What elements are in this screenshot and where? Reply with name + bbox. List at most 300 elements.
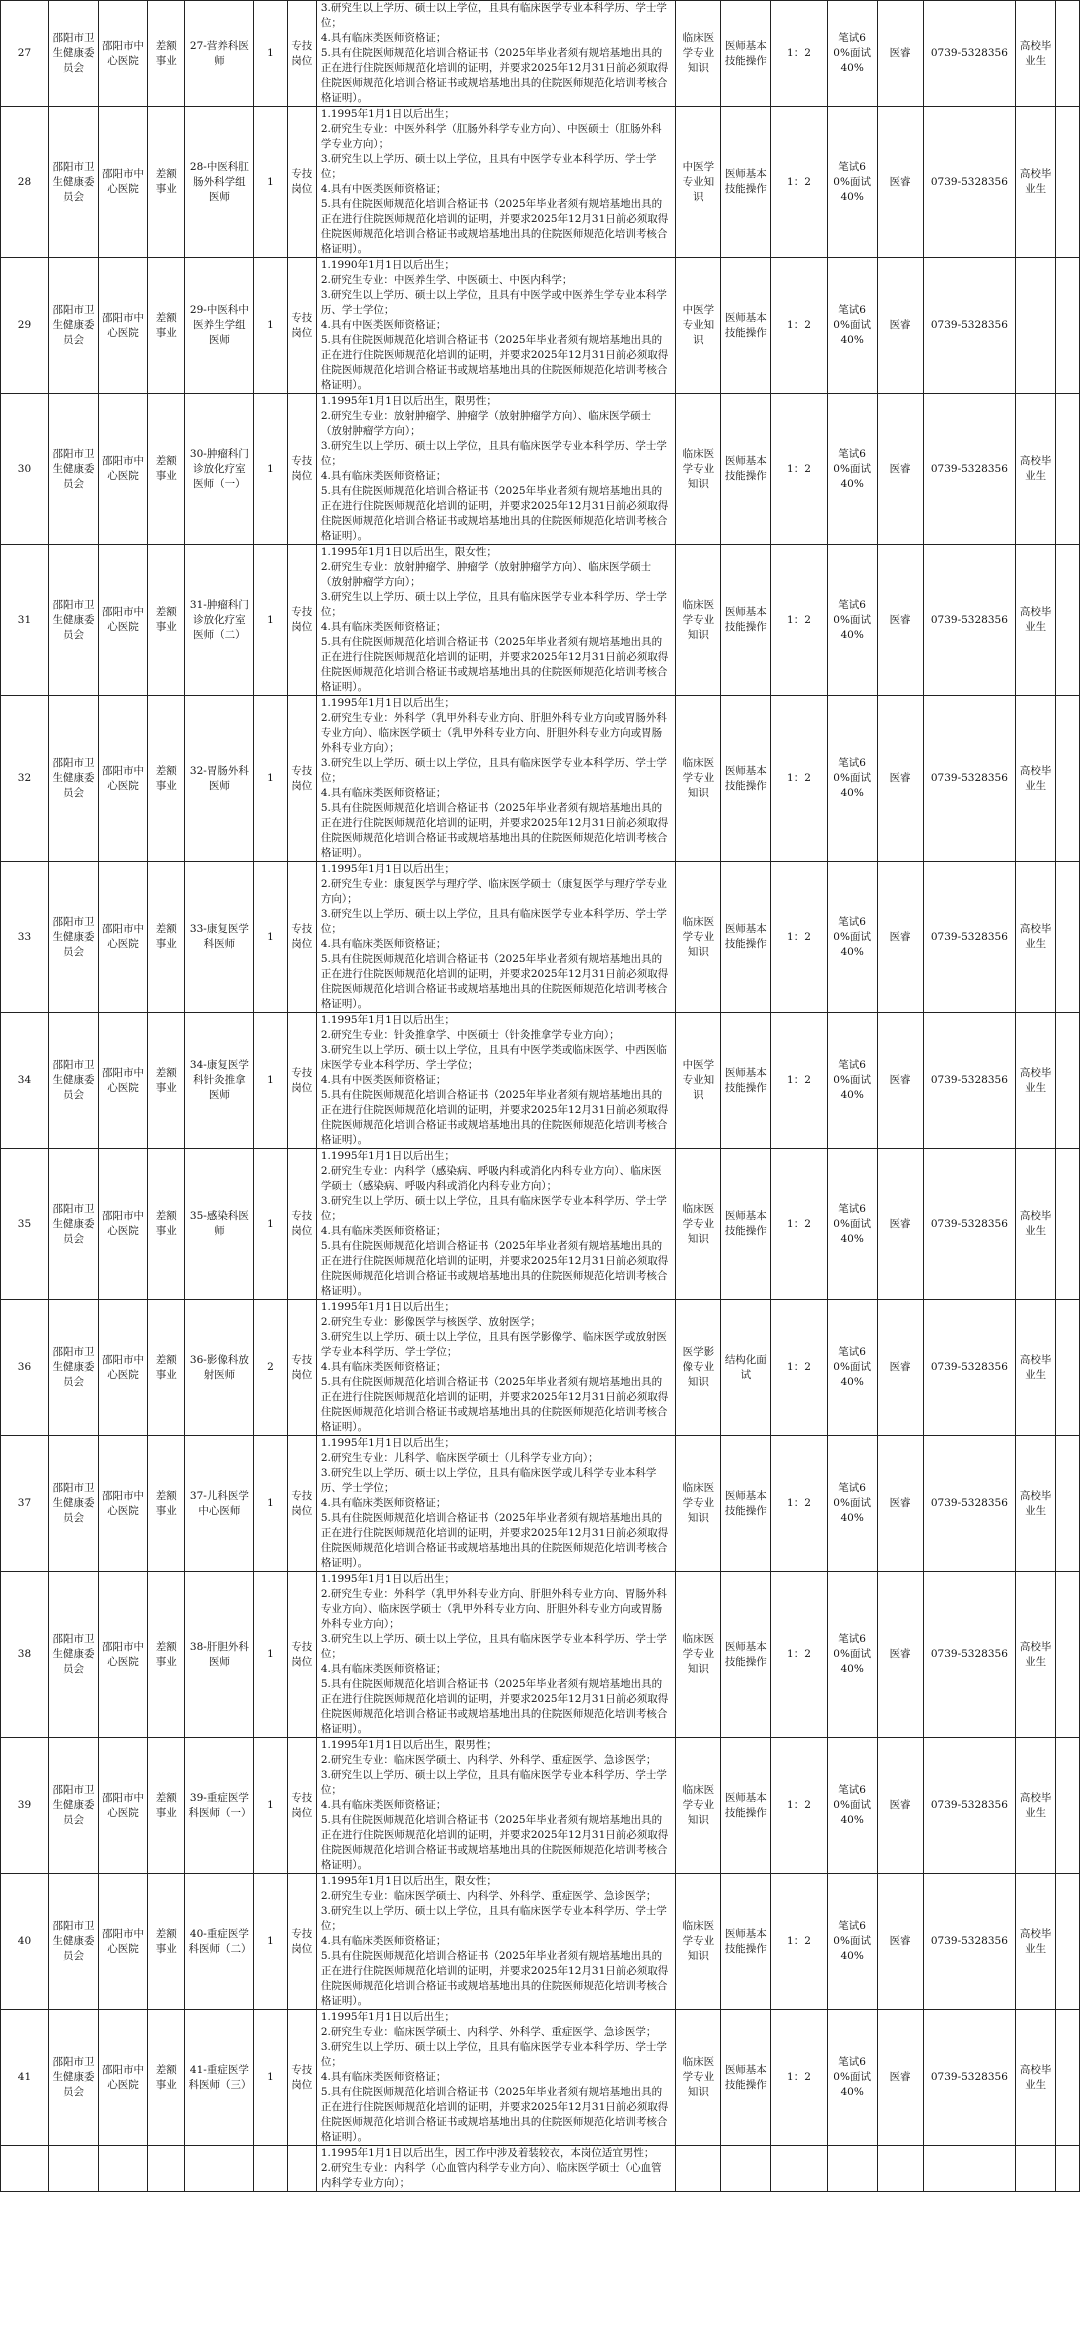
phone-cell: 0739-5328356 [923,545,1016,696]
post-cell: 36-影像科放射医师 [185,1300,254,1436]
subject-cell: 临床医学专业知识 [676,862,721,1013]
no-cell: 41 [1,2010,49,2146]
phone-cell: 0739-5328356 [923,107,1016,258]
count-cell: 1 [254,862,287,1013]
ratio-cell: 1：2 [771,1149,827,1300]
dept-cell: 邵阳市卫生健康委员会 [48,1300,98,1436]
empty-cell [1055,1013,1079,1149]
place-cell: 医睿 [877,1149,923,1300]
category-cell: 专技岗位 [287,1436,316,1572]
empty-cell [1055,1149,1079,1300]
count-cell: 1 [254,1572,287,1738]
dept-cell: 邵阳市卫生健康委员会 [48,1149,98,1300]
requirement-line: 3.研究生以上学历、硕士以上学位，且具有临床医学专业本科学历、学士学位； [320,1195,667,1222]
phone-cell: 0739-5328356 [923,696,1016,862]
type-cell: 差额事业 [147,1149,185,1300]
subject-cell: 中医学专业知识 [676,1013,721,1149]
skill-cell: 结构化面试 [721,1300,771,1436]
requirements-cell [316,394,676,545]
unit-cell: 邵阳市中心医院 [98,1013,147,1149]
ratio-cell: 1：2 [771,1874,827,2010]
requirement-line: 4.具有临床类医师资格证； [320,1935,447,1947]
place-cell: 医睿 [877,394,923,545]
type-cell: 差额事业 [147,862,185,1013]
no-cell: 37 [1,1436,49,1572]
requirement-line: 1.1995年1月1日以后出生； [320,1301,455,1313]
requirements-cell [316,107,676,258]
requirement-line: 4.具有临床类医师资格证； [320,1663,447,1675]
requirement-line: 5.具有住院医师规范化培训合格证书（2025年毕业者须有规培基地出具的正在进行住院医师规范化培训的证明，并要求2025年12月31日前必须取得住院医师规范化培训合格证书或规培基地出具的住院医师规范化培训考核合格证明）。 [320,953,669,1010]
table-row [1,862,1080,1013]
requirement-line: 3.研究生以上学历、硕士以上学位，且具有临床医学专业本科学历、学士学位； [320,1769,667,1796]
category-cell: 专技岗位 [287,2010,316,2146]
dept-cell: 邵阳市卫生健康委员会 [48,1436,98,1572]
note-cell: 高校毕业生 [1016,1874,1056,2010]
category-cell: 专技岗位 [287,1013,316,1149]
dept-cell: 邵阳市卫生健康委员会 [48,1,98,107]
post-cell: 33-康复医学科医师 [185,862,254,1013]
dept-cell: 邵阳市卫生健康委员会 [48,258,98,394]
no-cell: 30 [1,394,49,545]
unit-cell: 邵阳市中心医院 [98,1,147,107]
empty-cell [1055,696,1079,862]
type-cell: 差额事业 [147,1013,185,1149]
empty-cell [1055,2010,1079,2146]
table-row [1,1013,1080,1149]
skill-cell: 医师基本技能操作 [721,696,771,862]
requirements-cell [316,1738,676,1874]
requirement-line: 1.1995年1月1日以后出生； [320,697,455,709]
dept-cell: 邵阳市卫生健康委员会 [48,1572,98,1738]
requirement-line: 2.研究生专业：针灸推拿学、中医硕士（针灸推拿学专业方向）； [320,1029,620,1041]
count-cell: 2 [254,1300,287,1436]
table-row [1,1149,1080,1300]
unit-cell: 邵阳市中心医院 [98,1874,147,2010]
phone-cell: 0739-5328356 [923,1436,1016,1572]
subject-cell: 临床医学专业知识 [676,1149,721,1300]
unit-cell: 邵阳市中心医院 [98,1300,147,1436]
requirement-line: 5.具有住院医师规范化培训合格证书（2025年毕业者须有规培基地出具的正在进行住院医师规范化培训的证明，并要求2025年12月31日前必须取得住院医师规范化培训合格证书或规培基地出具的住院医师规范化培训考核合格证明）。 [320,334,669,391]
requirement-line: 4.具有临床类医师资格证； [320,32,447,44]
requirement-line: 4.具有临床类医师资格证； [320,1361,447,1373]
dept-cell [48,2146,98,2192]
table-body [1,1,1080,2192]
requirements-cell [316,696,676,862]
requirement-line: 2.研究生专业：康复医学与理疗学、临床医学硕士（康复医学与理疗学专业方向）； [320,878,667,905]
requirement-line: 5.具有住院医师规范化培训合格证书（2025年毕业者须有规培基地出具的正在进行住院医师规范化培训的证明，并要求2025年12月31日前必须取得住院医师规范化培训合格证书或规培基地出具的住院医师规范化培训考核合格证明）。 [320,1678,669,1735]
table-row [1,394,1080,545]
empty-cell [1055,1874,1079,2010]
subject-cell: 临床医学专业知识 [676,1436,721,1572]
count-cell: 1 [254,394,287,545]
table-row [1,1738,1080,1874]
phone-cell: 0739-5328356 [923,1738,1016,1874]
ratio-cell: 1：2 [771,258,827,394]
skill-cell: 医师基本技能操作 [721,1874,771,2010]
requirement-line: 5.具有住院医师规范化培训合格证书（2025年毕业者须有规培基地出具的正在进行住院医师规范化培训的证明，并要求2025年12月31日前必须取得住院医师规范化培训合格证书或规培基地出具的住院医师规范化培训考核合格证明）。 [320,802,669,859]
requirement-line: 3.研究生以上学历、硕士以上学位，且具有临床医学专业本科学历、学士学位； [320,908,667,935]
requirement-line: 3.研究生以上学历、硕士以上学位，且具有临床医学或儿科学专业本科学历、学士学位； [320,1467,657,1494]
requirement-line: 2.研究生专业：外科学（乳甲外科专业方向、肝胆外科专业方向或胃肠外科专业方向）、临床医学硕士（乳甲外科专业方向、肝胆外科专业方向或胃肠外科专业方向）； [320,712,667,754]
note-cell: 高校毕业生 [1016,394,1056,545]
note-cell: 高校毕业生 [1016,2010,1056,2146]
unit-cell: 邵阳市中心医院 [98,1572,147,1738]
unit-cell: 邵阳市中心医院 [98,1436,147,1572]
type-cell: 差额事业 [147,1572,185,1738]
post-cell: 41-重症医学科医师（三） [185,2010,254,2146]
type-cell: 差额事业 [147,696,185,862]
category-cell: 专技岗位 [287,1,316,107]
no-cell: 32 [1,696,49,862]
subject-cell: 临床医学专业知识 [676,545,721,696]
requirements-cell [316,1,676,107]
dept-cell: 邵阳市卫生健康委员会 [48,545,98,696]
no-cell: 31 [1,545,49,696]
place-cell: 医睿 [877,545,923,696]
table-row [1,545,1080,696]
requirement-line: 3.研究生以上学历、硕士以上学位，且具有临床医学专业本科学历、学士学位； [320,1905,667,1932]
requirement-line: 5.具有住院医师规范化培训合格证书（2025年毕业者须有规培基地出具的正在进行住院医师规范化培训的证明，并要求2025年12月31日前必须取得住院医师规范化培训合格证书或规培基地出具的住院医师规范化培训考核合格证明）。 [320,1240,669,1297]
requirement-line: 4.具有临床类医师资格证； [320,470,447,482]
category-cell: 专技岗位 [287,394,316,545]
subject-cell: 临床医学专业知识 [676,1874,721,2010]
subject-cell: 中医学专业知识 [676,258,721,394]
phone-cell: 0739-5328356 [923,2010,1016,2146]
weight-cell: 笔试60%面试40% [827,862,877,1013]
subject-cell: 临床医学专业知识 [676,394,721,545]
ratio-cell: 1：2 [771,862,827,1013]
requirement-line: 3.研究生以上学历、硕士以上学位，且具有中医学或中医养生学专业本科学历、学士学位； [320,289,667,316]
phone-cell: 0739-5328356 [923,394,1016,545]
unit-cell: 邵阳市中心医院 [98,1149,147,1300]
empty-cell [1055,1,1079,107]
count-cell: 1 [254,1149,287,1300]
requirement-line: 4.具有中医类医师资格证； [320,319,447,331]
no-cell: 35 [1,1149,49,1300]
requirement-line: 4.具有中医类医师资格证； [320,183,447,195]
place-cell: 医睿 [877,1300,923,1436]
dept-cell: 邵阳市卫生健康委员会 [48,1874,98,2010]
post-cell: 38-肝胆外科医师 [185,1572,254,1738]
count-cell [254,2146,287,2192]
empty-cell [1055,1300,1079,1436]
requirement-line: 5.具有住院医师规范化培训合格证书（2025年毕业者须有规培基地出具的正在进行住院医师规范化培训的证明，并要求2025年12月31日前必须取得住院医师规范化培训合格证书或规培基地出具的住院医师规范化培训考核合格证明）。 [320,1376,669,1433]
requirements-cell [316,1013,676,1149]
dept-cell: 邵阳市卫生健康委员会 [48,696,98,862]
requirements-cell [316,1436,676,1572]
place-cell: 医睿 [877,2010,923,2146]
type-cell: 差额事业 [147,1738,185,1874]
requirement-line: 4.具有临床类医师资格证； [320,621,447,633]
unit-cell: 邵阳市中心医院 [98,862,147,1013]
no-cell: 36 [1,1300,49,1436]
post-cell: 30-肿瘤科门诊放化疗室医师（一） [185,394,254,545]
count-cell: 1 [254,107,287,258]
empty-cell [1055,258,1079,394]
no-cell: 40 [1,1874,49,2010]
category-cell: 专技岗位 [287,107,316,258]
weight-cell: 笔试60%面试40% [827,1874,877,2010]
count-cell: 1 [254,696,287,862]
note-cell: 高校毕业生 [1016,545,1056,696]
unit-cell: 邵阳市中心医院 [98,696,147,862]
post-cell: 31-肿瘤科门诊放化疗室医师（二） [185,545,254,696]
requirement-line: 2.研究生专业：中医外科学（肛肠外科学专业方向）、中医硕士（肛肠外科学专业方向）； [320,123,662,150]
place-cell: 医睿 [877,1013,923,1149]
requirements-cell [316,545,676,696]
requirements-cell [316,1874,676,2010]
no-cell: 28 [1,107,49,258]
requirement-line: 1.1995年1月1日以后出生，限女性； [320,546,497,558]
unit-cell: 邵阳市中心医院 [98,545,147,696]
weight-cell: 笔试60%面试40% [827,1738,877,1874]
type-cell: 差额事业 [147,1300,185,1436]
note-cell: 高校毕业生 [1016,107,1056,258]
ratio-cell [771,2146,827,2192]
table-row [1,1436,1080,1572]
note-cell [1016,258,1056,394]
ratio-cell: 1：2 [771,394,827,545]
dept-cell: 邵阳市卫生健康委员会 [48,862,98,1013]
requirement-line: 4.具有中医类医师资格证； [320,1074,447,1086]
dept-cell: 邵阳市卫生健康委员会 [48,1738,98,1874]
table-row [1,696,1080,862]
skill-cell: 医师基本技能操作 [721,1436,771,1572]
place-cell: 医睿 [877,1,923,107]
place-cell: 医睿 [877,1874,923,2010]
place-cell: 医睿 [877,1436,923,1572]
type-cell: 差额事业 [147,258,185,394]
dept-cell: 邵阳市卫生健康委员会 [48,2010,98,2146]
requirements-cell [316,862,676,1013]
empty-cell [1055,107,1079,258]
weight-cell [827,2146,877,2192]
table-row [1,1572,1080,1738]
requirement-line: 5.具有住院医师规范化培训合格证书（2025年毕业者须有规培基地出具的正在进行住院医师规范化培训的证明，并要求2025年12月31日前必须取得住院医师规范化培训合格证书或规培基地出具的住院医师规范化培训考核合格证明）。 [320,1950,669,2007]
ratio-cell: 1：2 [771,1738,827,1874]
unit-cell: 邵阳市中心医院 [98,2010,147,2146]
category-cell: 专技岗位 [287,696,316,862]
category-cell: 专技岗位 [287,1149,316,1300]
table-row [1,1874,1080,2010]
requirement-line: 2.研究生专业：儿科学、临床医学硕士（儿科学专业方向）； [320,1452,599,1464]
count-cell: 1 [254,2010,287,2146]
requirement-line: 2.研究生专业：内科学（感染病、呼吸内科或消化内科专业方向）、临床医学硕士（感染病、呼吸内科或消化内科专业方向）； [320,1165,662,1192]
place-cell: 医睿 [877,862,923,1013]
requirements-cell [316,1149,676,1300]
note-cell: 高校毕业生 [1016,1436,1056,1572]
category-cell: 专技岗位 [287,1874,316,2010]
post-cell: 27-营养科医师 [185,1,254,107]
empty-cell [1055,2146,1079,2192]
requirements-cell [316,258,676,394]
post-cell: 39-重症医学科医师（一） [185,1738,254,1874]
post-cell: 29-中医科中医养生学组医师 [185,258,254,394]
subject-cell: 临床医学专业知识 [676,2010,721,2146]
place-cell: 医睿 [877,258,923,394]
count-cell: 1 [254,1436,287,1572]
requirement-line: 1.1995年1月1日以后出生； [320,1573,455,1585]
requirements-cell [316,2010,676,2146]
skill-cell: 医师基本技能操作 [721,545,771,696]
post-cell: 40-重症医学科医师（二） [185,1874,254,2010]
count-cell: 1 [254,1013,287,1149]
place-cell: 医睿 [877,696,923,862]
post-cell [185,2146,254,2192]
weight-cell: 笔试60%面试40% [827,696,877,862]
requirement-line: 3.研究生以上学历、硕士以上学位，且具有临床医学专业本科学历、学士学位； [320,757,667,784]
post-cell: 34-康复医学科针灸推拿医师 [185,1013,254,1149]
phone-cell: 0739-5328356 [923,1874,1016,2010]
weight-cell: 笔试60%面试40% [827,545,877,696]
weight-cell: 笔试60%面试40% [827,2010,877,2146]
category-cell: 专技岗位 [287,258,316,394]
place-cell: 医睿 [877,1572,923,1738]
note-cell: 高校毕业生 [1016,862,1056,1013]
skill-cell [721,2146,771,2192]
no-cell: 33 [1,862,49,1013]
weight-cell: 笔试60%面试40% [827,107,877,258]
requirement-line: 1.1995年1月1日以后出生，限男性； [320,395,497,407]
ratio-cell: 1：2 [771,1572,827,1738]
no-cell: 38 [1,1572,49,1738]
phone-cell: 0739-5328356 [923,1013,1016,1149]
category-cell: 专技岗位 [287,1300,316,1436]
requirement-line: 2.研究生专业：放射肿瘤学、肿瘤学（放射肿瘤学方向）、临床医学硕士（放射肿瘤学方向）； [320,561,652,588]
requirement-line: 1.1995年1月1日以后出生，限男性； [320,1739,497,1751]
note-cell: 高校毕业生 [1016,1738,1056,1874]
skill-cell: 医师基本技能操作 [721,394,771,545]
requirement-line: 3.研究生以上学历、硕士以上学位，且具有临床医学专业本科学历、学士学位； [320,440,667,467]
dept-cell: 邵阳市卫生健康委员会 [48,1013,98,1149]
requirement-line: 5.具有住院医师规范化培训合格证书（2025年毕业者须有规培基地出具的正在进行住院医师规范化培训的证明，并要求2025年12月31日前必须取得住院医师规范化培训合格证书或规培基地出具的住院医师规范化培训考核合格证明）。 [320,485,669,542]
weight-cell: 笔试60%面试40% [827,1572,877,1738]
requirement-line: 3.研究生以上学历、硕士以上学位，且具有临床医学专业本科学历、学士学位； [320,2,667,29]
type-cell [147,2146,185,2192]
ratio-cell: 1：2 [771,1436,827,1572]
no-cell: 29 [1,258,49,394]
dept-cell: 邵阳市卫生健康委员会 [48,394,98,545]
requirement-line: 3.研究生以上学历、硕士以上学位，且具有临床医学专业本科学历、学士学位； [320,1633,667,1660]
phone-cell: 0739-5328356 [923,1,1016,107]
requirement-line: 1.1995年1月1日以后出生； [320,1437,455,1449]
skill-cell: 医师基本技能操作 [721,1013,771,1149]
requirement-line: 4.具有临床类医师资格证； [320,1497,447,1509]
phone-cell: 0739-5328356 [923,258,1016,394]
weight-cell: 笔试60%面试40% [827,1149,877,1300]
weight-cell: 笔试60%面试40% [827,394,877,545]
type-cell: 差额事业 [147,1874,185,2010]
phone-cell: 0739-5328356 [923,1300,1016,1436]
requirement-line: 4.具有临床类医师资格证； [320,938,447,950]
requirement-line: 1.1995年1月1日以后出生，限女性； [320,1875,497,1887]
table-row [1,258,1080,394]
table-row [1,2010,1080,2146]
post-cell: 35-感染科医师 [185,1149,254,1300]
unit-cell [98,2146,147,2192]
requirement-line: 2.研究生专业：中医养生学、中医硕士、中医内科学； [320,274,573,286]
post-cell: 32-胃肠外科医师 [185,696,254,862]
ratio-cell: 1：2 [771,545,827,696]
skill-cell: 医师基本技能操作 [721,1572,771,1738]
requirement-line: 2.研究生专业：临床医学硕士、内科学、外科学、重症医学、急诊医学； [320,1890,657,1902]
count-cell: 1 [254,1874,287,2010]
requirements-cell [316,2146,676,2192]
subject-cell: 临床医学专业知识 [676,1572,721,1738]
unit-cell: 邵阳市中心医院 [98,1738,147,1874]
phone-cell: 0739-5328356 [923,862,1016,1013]
skill-cell: 医师基本技能操作 [721,107,771,258]
unit-cell: 邵阳市中心医院 [98,394,147,545]
category-cell [287,2146,316,2192]
requirement-line: 1.1995年1月1日以后出生； [320,1150,455,1162]
ratio-cell: 1：2 [771,1013,827,1149]
phone-cell [923,2146,1016,2192]
ratio-cell: 1：2 [771,1300,827,1436]
empty-cell [1055,394,1079,545]
ratio-cell: 1：2 [771,2010,827,2146]
ratio-cell: 1：2 [771,1,827,107]
type-cell: 差额事业 [147,2010,185,2146]
requirement-line: 1.1995年1月1日以后出生，因工作中涉及着装较衣，本岗位适宜男性； [320,2147,655,2159]
count-cell: 1 [254,1738,287,1874]
subject-cell: 中医学专业知识 [676,107,721,258]
note-cell: 高校毕业生 [1016,1,1056,107]
requirement-line: 5.具有住院医师规范化培训合格证书（2025年毕业者须有规培基地出具的正在进行住院医师规范化培训的证明，并要求2025年12月31日前必须取得住院医师规范化培训合格证书或规培基地出具的住院医师规范化培训考核合格证明）。 [320,1512,669,1569]
note-cell: 高校毕业生 [1016,1149,1056,1300]
requirement-line: 1.1995年1月1日以后出生； [320,2011,455,2023]
weight-cell: 笔试60%面试40% [827,1300,877,1436]
skill-cell: 医师基本技能操作 [721,2010,771,2146]
requirement-line: 4.具有临床类医师资格证； [320,787,447,799]
ratio-cell: 1：2 [771,107,827,258]
requirement-line: 2.研究生专业：放射肿瘤学、肿瘤学（放射肿瘤学方向）、临床医学硕士（放射肿瘤学方向）； [320,410,652,437]
post-cell: 37-儿科医学中心医师 [185,1436,254,1572]
requirements-cell [316,1300,676,1436]
requirement-line: 2.研究生专业：内科学（心血管内科学专业方向）、临床医学硕士（心血管内科学专业方向）； [320,2162,662,2189]
place-cell: 医睿 [877,1738,923,1874]
subject-cell: 临床医学专业知识 [676,1,721,107]
note-cell: 高校毕业生 [1016,1013,1056,1149]
requirement-line: 2.研究生专业：临床医学硕士、内科学、外科学、重症医学、急诊医学； [320,2026,657,2038]
empty-cell [1055,1572,1079,1738]
empty-cell [1055,1436,1079,1572]
count-cell: 1 [254,258,287,394]
subject-cell: 临床医学专业知识 [676,1738,721,1874]
requirement-line: 3.研究生以上学历、硕士以上学位，且具有中医学专业本科学历、学士学位； [320,153,657,180]
type-cell: 差额事业 [147,1436,185,1572]
no-cell: 27 [1,1,49,107]
category-cell: 专技岗位 [287,1572,316,1738]
requirement-line: 2.研究生专业：影像医学与核医学、放射医学； [320,1316,541,1328]
note-cell [1016,2146,1056,2192]
requirement-line: 3.研究生以上学历、硕士以上学位，且具有临床医学专业本科学历、学士学位； [320,591,667,618]
skill-cell: 医师基本技能操作 [721,258,771,394]
type-cell: 差额事业 [147,394,185,545]
note-cell: 高校毕业生 [1016,1300,1056,1436]
requirement-line: 4.具有临床类医师资格证； [320,1799,447,1811]
ratio-cell: 1：2 [771,696,827,862]
weight-cell: 笔试60%面试40% [827,1436,877,1572]
requirement-line: 1.1990年1月1日以后出生； [320,259,455,271]
category-cell: 专技岗位 [287,862,316,1013]
empty-cell [1055,862,1079,1013]
requirement-line: 5.具有住院医师规范化培训合格证书（2025年毕业者须有规培基地出具的正在进行住院医师规范化培训的证明，并要求2025年12月31日前必须取得住院医师规范化培训合格证书或规培基地出具的住院医师规范化培训考核合格证明）。 [320,636,669,693]
note-cell: 高校毕业生 [1016,696,1056,862]
requirement-line: 3.研究生以上学历、硕士以上学位，且具有临床医学专业本科学历、学士学位； [320,2041,667,2068]
weight-cell: 笔试60%面试40% [827,1,877,107]
skill-cell: 医师基本技能操作 [721,1738,771,1874]
